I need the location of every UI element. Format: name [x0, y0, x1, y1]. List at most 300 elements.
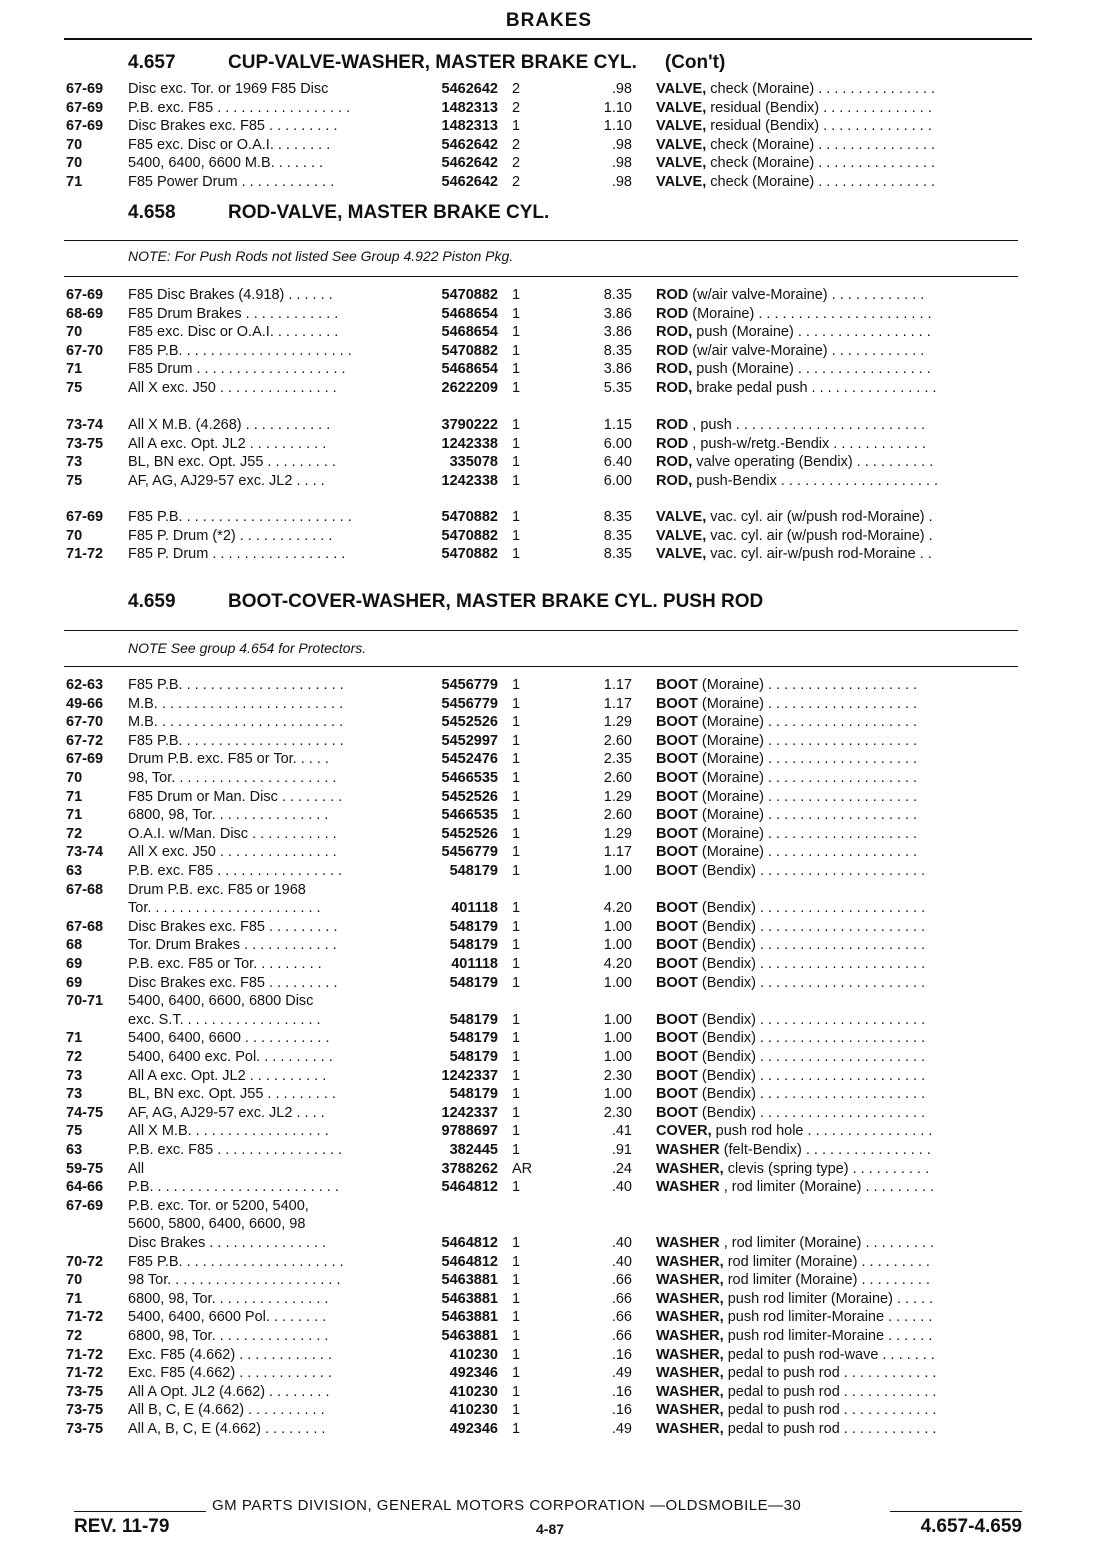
price: 1.00: [603, 863, 632, 879]
application: Disc Brakes exc. F85 . . . . . . . . .: [128, 118, 338, 135]
part-description: pedal to push rod . . . . . . . . . . . .: [727, 1402, 937, 1419]
part-name: WASHER: [656, 1179, 720, 1196]
application: F85 Power Drum . . . . . . . . . . . .: [128, 174, 335, 190]
application: 5400, 6400, 6600 Pol. . . . . . . .: [128, 1309, 327, 1326]
description: [656, 323, 1026, 342]
part-name: BOOT: [656, 974, 698, 991]
model-years: 71-72: [66, 546, 104, 563]
table-row: [0, 1011, 1098, 1030]
quantity: 1: [512, 380, 521, 396]
table-row: [0, 1327, 1098, 1346]
part-description: , push . . . . . . . . . . . . . . . . . . . . . . . .: [692, 417, 926, 433]
application: Exc. F85 (4.662) . . . . . . . . . . . .: [128, 1346, 332, 1363]
quantity: 1: [512, 1123, 521, 1140]
table-row: [0, 99, 1098, 118]
part-name: WASHER: [656, 1142, 720, 1158]
footer-rule-left: [74, 1511, 206, 1512]
description: [656, 1271, 1026, 1290]
part-description: push (Moraine) . . . . . . . . . . . . . . . . .: [696, 324, 931, 341]
description: [656, 1048, 1026, 1067]
quantity: 1: [512, 1235, 521, 1251]
model-years: 70: [66, 155, 83, 172]
table-row: [0, 1085, 1098, 1104]
part-name: BOOT: [656, 1049, 698, 1065]
quantity: 1: [512, 342, 521, 359]
application: F85 P.B. . . . . . . . . . . . . . . . . . . . .: [128, 677, 344, 693]
model-years: 73: [66, 1067, 83, 1084]
model-years: 59-75: [66, 1160, 104, 1177]
part-number: 410230: [449, 1383, 498, 1400]
part-number: 548179: [449, 1086, 498, 1103]
part-number: 410230: [449, 1402, 498, 1419]
part-number: 548179: [449, 1011, 498, 1028]
application: F85 P. Drum . . . . . . . . . . . . . . . . .: [128, 546, 346, 563]
part-number: 2622209: [441, 380, 498, 396]
quantity: 1: [512, 305, 521, 322]
description: [656, 1085, 1026, 1104]
part-description: rod limiter (Moraine) . . . . . . . . .: [727, 1253, 930, 1270]
quantity: 1: [512, 1383, 521, 1400]
part-description: (Moraine) . . . . . . . . . . . . . . . . . . .: [701, 732, 918, 749]
price: 6.40: [603, 454, 632, 471]
application: 98 Tor. . . . . . . . . . . . . . . . . . . . . .: [128, 1272, 341, 1289]
model-years: 75: [66, 1123, 83, 1140]
part-number: 401118: [451, 900, 498, 917]
table-row: [0, 1346, 1098, 1365]
part-number: 9788697: [441, 1123, 498, 1140]
section-rule: [64, 630, 1018, 631]
part-name: BOOT: [656, 677, 698, 693]
part-number: 1482313: [441, 99, 498, 116]
part-number: 548179: [449, 1030, 498, 1047]
part-name: WASHER,: [656, 1383, 724, 1400]
description: [656, 1327, 1026, 1346]
part-name: ROD,: [656, 454, 693, 471]
price: 1.17: [603, 695, 632, 712]
part-number: 5462642: [441, 81, 498, 97]
table-row: [0, 1215, 1098, 1234]
model-years: 67-69: [66, 751, 104, 768]
section-heading-4-658: [128, 202, 549, 224]
application: F85 exc. Disc or O.A.I. . . . . . . . .: [128, 324, 339, 341]
table-row: [0, 453, 1098, 472]
quantity: 1: [512, 1402, 521, 1419]
part-description: (Bendix) . . . . . . . . . . . . . . . . . . . . .: [701, 1104, 926, 1121]
table-row: [0, 1029, 1098, 1048]
price: 8.35: [603, 527, 632, 544]
section-rule: [64, 666, 1018, 667]
model-years: 67-68: [66, 918, 104, 935]
description: [656, 508, 1026, 527]
price: 1.10: [603, 118, 632, 135]
application: Disc Brakes . . . . . . . . . . . . . . .: [128, 1235, 327, 1251]
quantity: 2: [512, 155, 521, 172]
part-number: 1242338: [441, 472, 498, 489]
part-description: (Moraine) . . . . . . . . . . . . . . . . . . .: [701, 825, 918, 842]
part-name: WASHER,: [656, 1272, 724, 1289]
quantity: 1: [512, 118, 521, 135]
quantity: 1: [512, 1253, 521, 1270]
price: 3.86: [603, 305, 632, 322]
table-row: [0, 918, 1098, 937]
table-row: [0, 843, 1098, 862]
part-name: VALVE,: [656, 509, 707, 525]
part-number: 548179: [449, 1049, 498, 1065]
price: .91: [611, 1142, 632, 1158]
title-rule: [64, 38, 1032, 40]
quantity: 1: [512, 1272, 521, 1289]
part-description: (Moraine) . . . . . . . . . . . . . . . . . . .: [701, 751, 918, 768]
table-row: [0, 1178, 1098, 1197]
description: [656, 1401, 1026, 1420]
application: All B, C, E (4.662) . . . . . . . . . .: [128, 1402, 325, 1419]
table-row: [0, 825, 1098, 844]
table-row: [0, 323, 1098, 342]
application: F85 P.B. . . . . . . . . . . . . . . . . . . . . .: [128, 342, 352, 359]
table-row: [0, 1141, 1098, 1160]
part-number: 5470882: [441, 509, 498, 525]
model-years: 72: [66, 1049, 83, 1065]
description: [656, 843, 1026, 862]
quantity: 1: [512, 324, 521, 341]
description: [656, 695, 1026, 714]
model-years: 68: [66, 937, 83, 954]
part-description: (Moraine) . . . . . . . . . . . . . . . . . . . . . .: [692, 305, 932, 322]
part-name: ROD,: [656, 472, 693, 489]
model-years: 70: [66, 1272, 83, 1289]
part-name: BOOT: [656, 918, 698, 935]
application: Drum P.B. exc. F85 or Tor. . . . .: [128, 751, 329, 768]
quantity: 1: [512, 844, 521, 861]
table-row: [0, 713, 1098, 732]
part-name: ROD,: [656, 380, 693, 396]
model-years: 70-71: [66, 993, 104, 1010]
application: 5400, 6400, 6600, 6800 Disc: [128, 993, 314, 1010]
quantity: 1: [512, 417, 521, 433]
table-row: [0, 286, 1098, 305]
description: [656, 1346, 1026, 1365]
description: [656, 974, 1026, 993]
table-row: [0, 136, 1098, 155]
table-row: [0, 173, 1098, 192]
part-number: 5468654: [441, 324, 498, 341]
page-title: BRAKES: [505, 10, 593, 31]
part-description: push (Moraine) . . . . . . . . . . . . . . . . .: [696, 361, 931, 378]
part-description: check (Moraine) . . . . . . . . . . . . . . .: [710, 136, 936, 153]
part-number: 5452476: [441, 751, 498, 768]
description: [656, 416, 1026, 435]
application: P.B. exc. F85 . . . . . . . . . . . . . . . . .: [128, 99, 351, 116]
description: [656, 769, 1026, 788]
part-number: 5463881: [441, 1328, 498, 1344]
price: .24: [611, 1160, 632, 1177]
part-description: vac. cyl. air-w/push rod-Moraine . .: [710, 546, 932, 563]
model-years: 71: [66, 1290, 83, 1307]
part-number: 410230: [449, 1346, 498, 1363]
description: [656, 1308, 1026, 1327]
part-number: 5452526: [441, 825, 498, 842]
model-years: 70-72: [66, 1253, 104, 1270]
price: .40: [611, 1235, 632, 1251]
application: BL, BN exc. Opt. J55 . . . . . . . . .: [128, 1086, 336, 1103]
quantity: 1: [512, 863, 521, 879]
quantity: 1: [512, 677, 521, 693]
section-title: BOOT-COVER-WASHER, MASTER BRAKE CYL. PUSH ROD: [228, 591, 764, 612]
application: Drum P.B. exc. F85 or 1968: [128, 881, 306, 898]
description: [656, 173, 1026, 192]
table-row: [0, 80, 1098, 99]
part-number: 5470882: [441, 527, 498, 544]
application: Tor. Drum Brakes . . . . . . . . . . . .: [128, 937, 337, 954]
description: [656, 1029, 1026, 1048]
part-number: 5470882: [441, 546, 498, 563]
description: [656, 713, 1026, 732]
part-description: valve operating (Bendix) . . . . . . . . . .: [696, 454, 934, 471]
model-years: 73-74: [66, 844, 104, 861]
price: .98: [611, 81, 632, 97]
part-number: 382445: [449, 1142, 498, 1158]
part-description: (felt-Bendix) . . . . . . . . . . . . . . . .: [723, 1142, 931, 1158]
part-description: (Bendix) . . . . . . . . . . . . . . . . . . . . .: [701, 1011, 926, 1028]
description: [656, 936, 1026, 955]
application: F85 Drum . . . . . . . . . . . . . . . . . . .: [128, 361, 346, 378]
price: 1.00: [603, 1049, 632, 1065]
price: 1.15: [603, 417, 632, 433]
price: 1.00: [603, 1011, 632, 1028]
application: 6800, 98, Tor. . . . . . . . . . . . . . .: [128, 807, 329, 824]
part-description: check (Moraine) . . . . . . . . . . . . . . .: [710, 155, 936, 172]
application: Tor. . . . . . . . . . . . . . . . . . . . . .: [128, 900, 321, 917]
description: [656, 453, 1026, 472]
part-description: check (Moraine) . . . . . . . . . . . . . . .: [710, 81, 936, 97]
description: [656, 1141, 1026, 1160]
quantity: 1: [512, 1142, 521, 1158]
table-row: [0, 955, 1098, 974]
description: [656, 286, 1026, 305]
part-name: BOOT: [656, 844, 698, 861]
description: [656, 136, 1026, 155]
part-number: 548179: [449, 863, 498, 879]
application: F85 P. Drum (*2) . . . . . . . . . . . .: [128, 527, 333, 544]
table-row: [0, 750, 1098, 769]
price: .66: [611, 1328, 632, 1344]
model-years: 67-72: [66, 732, 104, 749]
description: [656, 1253, 1026, 1272]
table-row: [0, 1253, 1098, 1272]
application: F85 Disc Brakes (4.918) . . . . . .: [128, 287, 333, 303]
part-number: 401118: [451, 956, 498, 972]
model-years: 70: [66, 324, 83, 341]
part-number: 5466535: [441, 807, 498, 824]
part-name: ROD,: [656, 361, 693, 378]
application: 5400, 6400, 6600 M.B. . . . . . .: [128, 155, 324, 172]
quantity: 1: [512, 361, 521, 378]
price: .66: [611, 1272, 632, 1289]
part-name: VALVE,: [656, 136, 707, 153]
application: Disc exc. Tor. or 1969 F85 Disc: [128, 81, 329, 97]
section-heading-4-659: [128, 591, 763, 613]
section-heading-4-657: [128, 52, 725, 74]
description: [656, 1364, 1026, 1383]
table-row: [0, 806, 1098, 825]
section-title: CUP-VALVE-WASHER, MASTER BRAKE CYL.: [228, 52, 637, 73]
quantity: 1: [512, 509, 521, 525]
description: [656, 360, 1026, 379]
table-row: [0, 732, 1098, 751]
table-row: [0, 117, 1098, 136]
part-description: rod limiter (Moraine) . . . . . . . . .: [727, 1272, 930, 1289]
part-number: 5463881: [441, 1272, 498, 1289]
application: AF, AG, AJ29-57 exc. JL2 . . . .: [128, 1104, 325, 1121]
part-number: 5464812: [441, 1253, 498, 1270]
table-row: [0, 1308, 1098, 1327]
part-name: BOOT: [656, 1030, 698, 1047]
model-years: 69: [66, 974, 83, 991]
part-number: 5463881: [441, 1290, 498, 1307]
model-years: 67-69: [66, 287, 104, 303]
description: [656, 899, 1026, 918]
model-years: 67-69: [66, 1197, 104, 1214]
application: P.B. exc. F85 or Tor. . . . . . . . .: [128, 956, 322, 972]
part-number: 5468654: [441, 305, 498, 322]
price: 5.35: [603, 380, 632, 396]
model-years: 71-72: [66, 1309, 104, 1326]
model-years: 71-72: [66, 1346, 104, 1363]
model-years: 62-63: [66, 677, 104, 693]
price: 8.35: [603, 546, 632, 563]
part-number: 548179: [449, 937, 498, 954]
application: P.B. exc. F85 . . . . . . . . . . . . . . . .: [128, 863, 343, 879]
application: All X M.B. . . . . . . . . . . . . . . . . .: [128, 1123, 329, 1140]
part-description: residual (Bendix) . . . . . . . . . . . . . .: [710, 99, 932, 116]
section-rule: [64, 240, 1018, 241]
description: [656, 80, 1026, 99]
part-name: VALVE,: [656, 174, 707, 190]
part-description: (Moraine) . . . . . . . . . . . . . . . . . . .: [701, 770, 918, 786]
description: [656, 1160, 1026, 1179]
model-years: 70: [66, 136, 83, 153]
model-years: 73-75: [66, 1421, 104, 1437]
application: F85 Drum Brakes . . . . . . . . . . . .: [128, 305, 339, 322]
model-years: 63: [66, 1142, 83, 1158]
model-years: 70: [66, 770, 83, 786]
table-row: [0, 1234, 1098, 1253]
price: 2.35: [603, 751, 632, 768]
part-description: push-Bendix . . . . . . . . . . . . . . . . . . . .: [696, 472, 939, 489]
table-row: [0, 154, 1098, 173]
quantity: 1: [512, 472, 521, 489]
part-number: 3788262: [441, 1160, 498, 1177]
price: 2.60: [603, 732, 632, 749]
part-number: 5470882: [441, 287, 498, 303]
section-number: 4.659: [128, 591, 176, 612]
part-name: WASHER,: [656, 1253, 724, 1270]
quantity: 2: [512, 174, 521, 190]
quantity: 1: [512, 435, 521, 452]
part-number: 1242338: [441, 435, 498, 452]
model-years: 71: [66, 1030, 83, 1047]
quantity: 1: [512, 770, 521, 786]
price: 1.29: [603, 825, 632, 842]
quantity: 1: [512, 1365, 521, 1382]
model-years: 64-66: [66, 1179, 104, 1196]
table-row: [0, 1160, 1098, 1179]
part-description: (Bendix) . . . . . . . . . . . . . . . . . . . . .: [701, 974, 926, 991]
part-number: 5462642: [441, 136, 498, 153]
description: [656, 1178, 1026, 1197]
part-name: BOOT: [656, 825, 698, 842]
application: F85 Drum or Man. Disc . . . . . . . .: [128, 788, 343, 805]
application: exc. S.T. . . . . . . . . . . . . . . . . .: [128, 1011, 321, 1028]
part-description: (Bendix) . . . . . . . . . . . . . . . . . . . . .: [701, 1030, 926, 1047]
section-title: ROD-VALVE, MASTER BRAKE CYL.: [228, 202, 550, 223]
price: .49: [611, 1421, 632, 1437]
footer-page-number: 4-87: [536, 1521, 565, 1537]
application: F85 P.B. . . . . . . . . . . . . . . . . . . . .: [128, 1253, 344, 1270]
price: .66: [611, 1290, 632, 1307]
description: [656, 1067, 1026, 1086]
price: .98: [611, 174, 632, 190]
part-description: pedal to push rod . . . . . . . . . . . .: [727, 1383, 937, 1400]
part-name: BOOT: [656, 937, 698, 954]
quantity: 1: [512, 1011, 521, 1028]
table-row: [0, 676, 1098, 695]
model-years: 71: [66, 361, 83, 378]
model-years: 72: [66, 825, 83, 842]
price: 2.30: [603, 1104, 632, 1121]
part-description: (Moraine) . . . . . . . . . . . . . . . . . . .: [701, 677, 918, 693]
part-number: 548179: [449, 918, 498, 935]
application: M.B. . . . . . . . . . . . . . . . . . . . . . . .: [128, 714, 344, 731]
description: [656, 788, 1026, 807]
model-years: 72: [66, 1328, 83, 1344]
model-years: 73: [66, 454, 83, 471]
price: 2.60: [603, 770, 632, 786]
application: All X exc. J50 . . . . . . . . . . . . . . .: [128, 844, 337, 861]
table-row: [0, 1122, 1098, 1141]
table-row: [0, 1271, 1098, 1290]
table-row: [0, 1364, 1098, 1383]
model-years: 67-69: [66, 118, 104, 135]
table-row: [0, 1048, 1098, 1067]
part-number: 5456779: [441, 844, 498, 861]
part-description: push rod limiter-Moraine . . . . . .: [727, 1309, 933, 1326]
part-name: ROD: [656, 435, 689, 452]
application: AF, AG, AJ29-57 exc. JL2 . . . .: [128, 472, 325, 489]
part-description: (Moraine) . . . . . . . . . . . . . . . . . . .: [701, 807, 918, 824]
part-number: 492346: [449, 1365, 498, 1382]
model-years: 75: [66, 380, 83, 396]
application: F85 P.B. . . . . . . . . . . . . . . . . . . . . .: [128, 509, 352, 525]
part-name: WASHER,: [656, 1328, 724, 1344]
application: Disc Brakes exc. F85 . . . . . . . . .: [128, 974, 338, 991]
table-row: [0, 342, 1098, 361]
table-row: [0, 360, 1098, 379]
application: O.A.I. w/Man. Disc . . . . . . . . . . .: [128, 825, 337, 842]
price: 6.00: [603, 435, 632, 452]
part-description: clevis (spring type) . . . . . . . . . .: [727, 1160, 930, 1177]
description: [656, 527, 1026, 546]
table-row: [0, 435, 1098, 454]
quantity: 1: [512, 546, 521, 563]
part-description: pedal to push rod . . . . . . . . . . . .: [727, 1421, 937, 1437]
quantity: 1: [512, 1290, 521, 1307]
quantity: 1: [512, 732, 521, 749]
part-description: (Moraine) . . . . . . . . . . . . . . . . . . .: [701, 714, 918, 731]
section-number: 4.658: [128, 202, 176, 223]
table-row: [0, 862, 1098, 881]
quantity: 1: [512, 287, 521, 303]
